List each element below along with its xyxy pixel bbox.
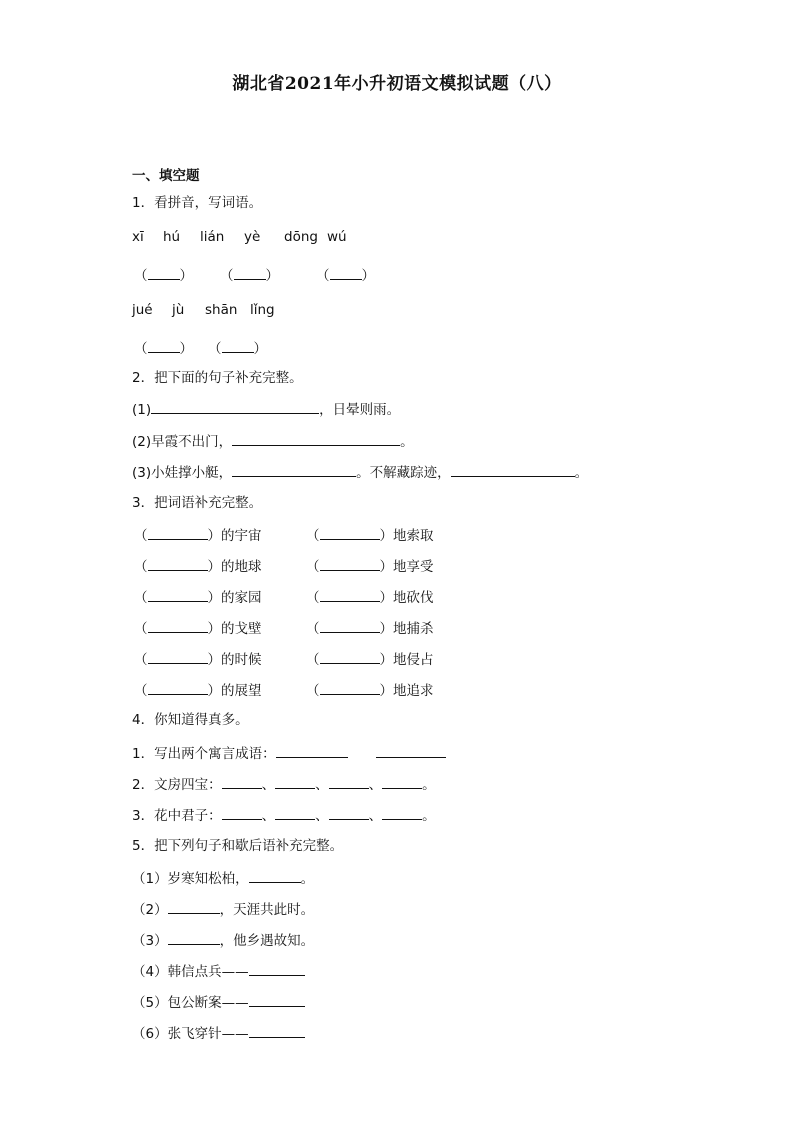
- word-right[interactable]: （ ）地享受: [306, 555, 434, 575]
- answer-blank[interactable]: [249, 992, 305, 1007]
- sentence-2: (2)早霞不出门， 。: [132, 431, 414, 452]
- word-right[interactable]: （ ）地砍伐: [306, 586, 434, 606]
- answer-blank[interactable]: [376, 743, 446, 758]
- question-4-prompt: 4．你知道得真多。: [132, 712, 249, 728]
- answer-blank[interactable]: [249, 868, 301, 883]
- xiehouyu-item: （6）张飞穿针——: [132, 1023, 305, 1044]
- answer-blank[interactable]: [382, 805, 422, 820]
- sentence-item: （1）岁寒知松柏， 。: [132, 868, 314, 889]
- word-right[interactable]: （ ）地索取: [306, 524, 434, 544]
- pinyin: lǐng: [250, 302, 275, 318]
- answer-slot[interactable]: （ ）: [134, 264, 193, 284]
- four-gentlemen: 3．花中君子： 、 、 、 。: [132, 805, 436, 826]
- pinyin: hú: [163, 229, 181, 245]
- sentence-1: (1) ，日晕则雨。: [132, 399, 400, 420]
- page-title: 湖北省2021年小升初语文模拟试题（八）: [232, 74, 562, 94]
- word-left[interactable]: （ ）的家园: [134, 586, 262, 606]
- fable-idioms: 1．写出两个寓言成语：: [132, 743, 446, 764]
- question-5-prompt: 5．把下列句子和歇后语补充完整。: [132, 838, 344, 854]
- sentence-3: (3)小娃撑小艇， 。不解藏踪迹， 。: [132, 462, 588, 483]
- pinyin: yè: [244, 229, 261, 245]
- word-right[interactable]: （ ）地侵占: [306, 648, 434, 668]
- word-left[interactable]: （ ）的地球: [134, 555, 262, 575]
- answer-slot[interactable]: （ ）: [220, 264, 279, 284]
- word-right[interactable]: （ ）地捕杀: [306, 617, 434, 637]
- pinyin: wú: [327, 229, 347, 245]
- pinyin: jué: [132, 302, 153, 318]
- answer-blank[interactable]: [329, 805, 369, 820]
- pinyin: shān: [205, 302, 238, 318]
- word-left[interactable]: （ ）的展望: [134, 679, 262, 699]
- answer-blank[interactable]: [275, 805, 315, 820]
- xiehouyu-item: （4）韩信点兵——: [132, 961, 305, 982]
- pinyin: lián: [200, 229, 225, 245]
- answer-blank[interactable]: [222, 805, 262, 820]
- pinyin: xī: [132, 229, 144, 245]
- sentence-item: （3） ，他乡遇故知。: [132, 930, 314, 951]
- question-3-prompt: 3．把词语补充完整。: [132, 495, 263, 511]
- word-left[interactable]: （ ）的时候: [134, 648, 262, 668]
- answer-blank[interactable]: [232, 462, 356, 477]
- four-treasures: 2．文房四宝： 、 、 、 。: [132, 774, 436, 795]
- answer-blank[interactable]: [275, 774, 315, 789]
- answer-blank[interactable]: [249, 1023, 305, 1038]
- answer-slot[interactable]: （ ）: [316, 264, 375, 284]
- sentence-item: （2） ，天涯共此时。: [132, 899, 314, 920]
- xiehouyu-item: （5）包公断案——: [132, 992, 305, 1013]
- pinyin: jù: [172, 302, 185, 318]
- answer-blank[interactable]: [151, 399, 319, 414]
- answer-blank[interactable]: [276, 743, 348, 758]
- answer-blank[interactable]: [232, 431, 400, 446]
- answer-slot[interactable]: （ ）: [208, 337, 267, 357]
- answer-slot[interactable]: （ ）: [134, 337, 193, 357]
- question-1-prompt: 1．看拼音，写词语。: [132, 195, 263, 211]
- answer-blank[interactable]: [168, 899, 220, 914]
- answer-blank[interactable]: [451, 462, 575, 477]
- answer-blank[interactable]: [329, 774, 369, 789]
- word-left[interactable]: （ ）的宇宙: [134, 524, 262, 544]
- answer-blank[interactable]: [222, 774, 262, 789]
- word-left[interactable]: （ ）的戈壁: [134, 617, 262, 637]
- question-2-prompt: 2．把下面的句子补充完整。: [132, 370, 303, 386]
- section-heading: 一、填空题: [132, 168, 200, 184]
- word-right[interactable]: （ ）地追求: [306, 679, 434, 699]
- pinyin: dōng: [284, 229, 318, 245]
- answer-blank[interactable]: [382, 774, 422, 789]
- answer-blank[interactable]: [168, 930, 220, 945]
- answer-blank[interactable]: [249, 961, 305, 976]
